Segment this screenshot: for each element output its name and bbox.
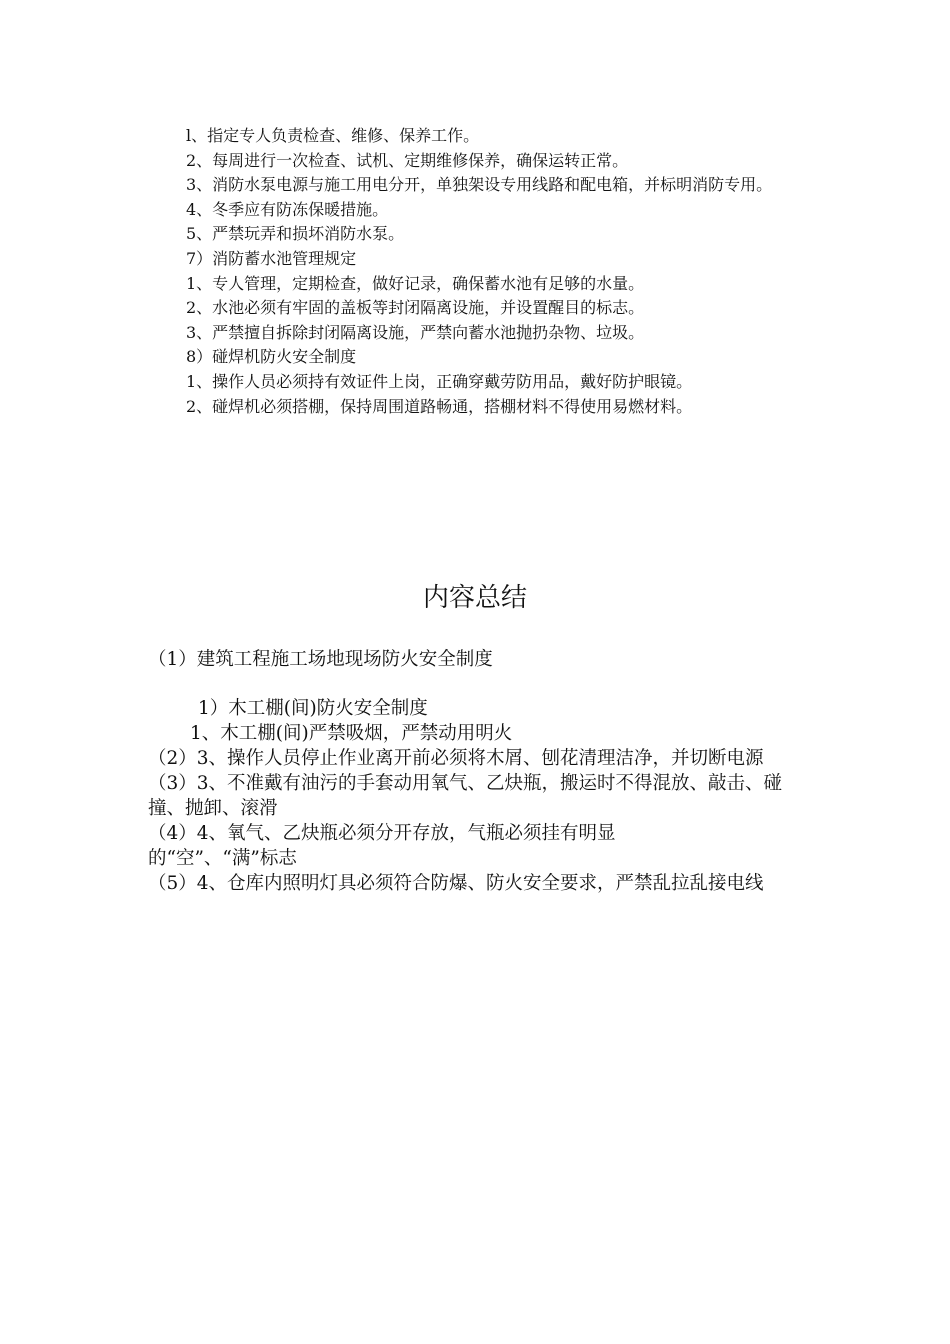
welder-rules-heading: 8）碰焊机防火安全制度	[186, 347, 357, 367]
summary-item-3: （3）3、不准戴有油污的手套动用氧气、乙炔瓶，搬运时不得混放、敲击、碰撞、抛卸、滚滑	[148, 773, 783, 819]
regulations-section	[148, 124, 798, 419]
pump-rule-1: l、指定专人负责检查、维修、保养工作。	[186, 126, 480, 145]
pump-rule-2: 2、每周进行一次检查、试机、定期维修保养，确保运转正常。	[186, 150, 629, 170]
summary-item-4-line2: 的“空”、“满”标志	[148, 848, 297, 869]
pool-rules-heading: 7）消防蓄水池管理规定	[186, 248, 357, 268]
pool-rule-1: 1、专人管理，定期检查，做好记录，确保蓄水池有足够的水量。	[186, 273, 645, 293]
welder-rule-2: 2、碰焊机必须搭棚，保持周围道路畅通，搭棚材料不得使用易燃材料。	[186, 396, 693, 416]
summary-item-4-line1: （4）4、氧气、乙炔瓶必须分开存放，气瓶必须挂有明显	[148, 823, 616, 844]
welder-rule-1: 1、操作人员必须持有效证件上岗，正确穿戴劳防用品，戴好防护眼镜。	[186, 371, 693, 391]
pump-rule-5: 5、严禁玩弄和损坏消防水泵。	[186, 224, 405, 244]
pump-rule-3: 3、消防水泵电源与施工用电分开，单独架设专用线路和配电箱，并标明消防专用。	[186, 175, 773, 195]
summary-subheading: 1）木工棚(间)防火安全制度	[198, 698, 428, 719]
pump-rule-4: 4、冬季应有防冻保暖措施。	[186, 199, 389, 219]
summary-item-2: （2）3、操作人员停止作业离开前必须将木屑、刨花清理洁净，并切断电源	[148, 748, 764, 769]
summary-item-5: （5）4、仓库内照明灯具必须符合防爆、防火安全要求，严禁乱拉乱接电线	[148, 873, 764, 894]
pool-rule-3: 3、严禁擅自拆除封闭隔离设施，严禁向蓄水池抛扔杂物、垃圾。	[186, 322, 645, 342]
pool-rule-2: 2、水池必须有牢固的盖板等封闭隔离设施，并设置醒目的标志。	[186, 298, 645, 318]
summary-item-1: 1、木工棚(间)严禁吸烟，严禁动用明火	[190, 723, 513, 744]
summary-title: 内容总结	[422, 583, 527, 613]
summary-heading: （1）建筑工程施工场地现场防火安全制度	[148, 649, 493, 670]
summary-section	[148, 647, 798, 896]
